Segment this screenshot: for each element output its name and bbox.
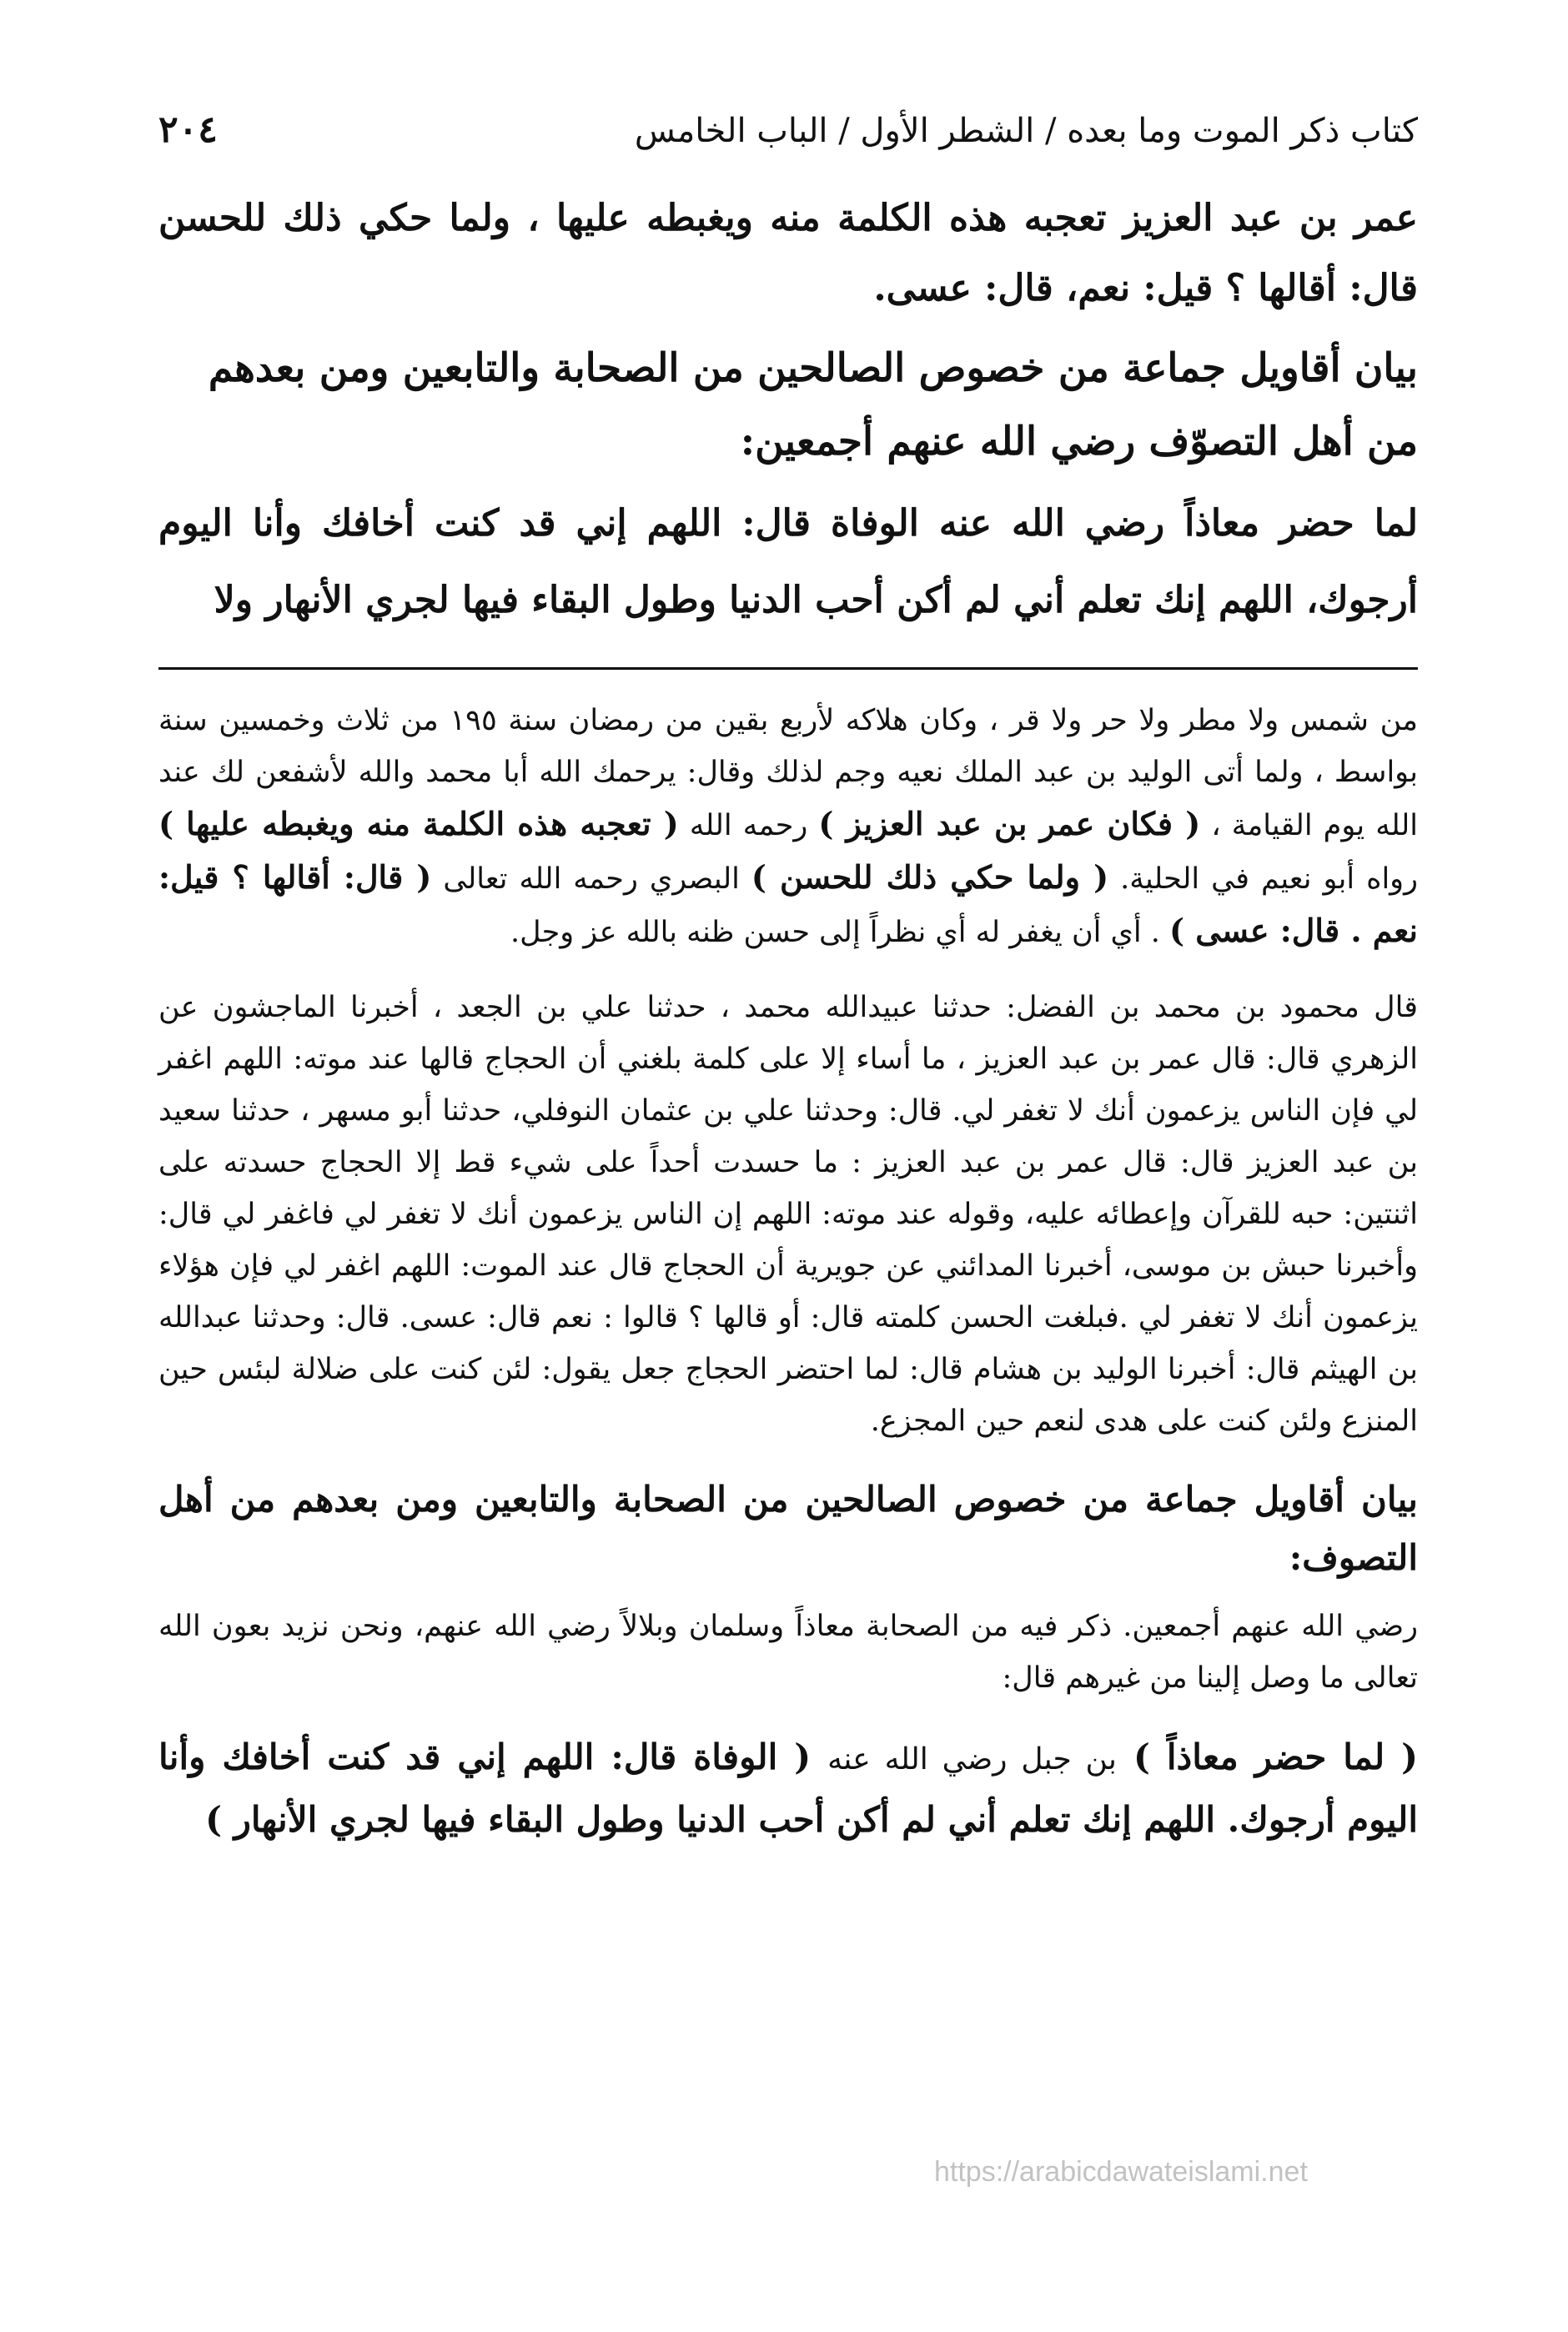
commentary-text: رواه أبو نعيم في الحلية.: [1120, 862, 1418, 896]
commentary-paragraph-1: [158, 695, 1418, 958]
section-heading: بيان أقاويل جماعة من خصوص الصالحين من الصحابة والتابعين ومن بعدهم من أهل التصوّف رضي الله عنهم أجمعين:: [208, 345, 1418, 465]
quoted-matn: ( فكان عمر بن عبد العزيز ): [818, 805, 1201, 842]
commentary-heading: بيان أقاويل جماعة من خصوص الصالحين من الصحابة والتابعين ومن بعدهم من أهل التصوف:: [158, 1479, 1418, 1578]
commentary-text: من شمس ولا مطر ولا حر ولا قر ، وكان هلاكه لأربع بقين من رمضان سنة ١٩٥ من ثلاث وخمسين سنة بواسط ، ولما أتى الوليد بن عبد الملك نعيه وجم لذلك وقال: يرحمك الله أبا محمد والله لأشفعن لك عند الله يوم القيامة ،: [158, 704, 1419, 842]
quoted-matn: ( قال: أقالها ؟ قيل: نعم . قال: عسى ): [158, 858, 1418, 949]
commentary-text: رحمه الله: [689, 809, 808, 842]
commentary-text: . أي أن يغفر له أي نظراً إلى حسن ظنه بالله عز وجل.: [510, 916, 1160, 949]
page-number: ٢٠٤: [158, 108, 218, 151]
book-page: [158, 108, 1418, 2294]
quoted-matn: ( ولما حكي ذلك للحسن ): [751, 858, 1109, 896]
footnote-divider: [158, 667, 1418, 670]
main-paragraph: لما حضر معاذاً رضي الله عنه الوفاة قال: اللهم إني قد كنت أخافك وأنا اليوم أرجوك، اللهم إنك تعلم أني لم أكن أحب الدنيا وطول البقاء فيها لجري الأنهار ولا: [158, 502, 1418, 621]
quoted-matn: ( الوفاة قال: اللهم إني قد كنت أخافك وأنا اليوم أرجوك. اللهم إنك تعلم أني لم أكن أحب الدنيا وطول البقاء فيها لجري الأنهار ): [158, 1736, 1418, 1840]
commentary-paragraph-4: [158, 1727, 1418, 1850]
commentary-paragraph-3: رضي الله عنهم أجمعين. ذكر فيه من الصحابة معاذاً وسلمان وبلالاً رضي الله عنهم، ونحن نزيد بعون الله تعالى ما وصل إلينا من غيرهم قال:: [158, 1610, 1418, 1695]
commentary-text: البصري رحمه الله تعالى: [443, 862, 740, 896]
commentary-paragraph-2: قال محمود بن محمد بن الفضل: حدثنا عبيدالله محمد ، حدثنا علي بن الجعد ، أخبرنا الماجشون عن الزهري قال: قال عمر بن عبد العزيز ، ما أساء إلا على كلمة بلغني أن الحجاج قالها عند موته: اللهم اغفر لي فإن الناس يزعمون أنك لا تغفر لي. قال: وحدثنا علي بن عثمان النوفلي، حدثنا أبو مسهر ، حدثنا سعيد بن عبد العزيز قال: قال عمر بن عبد العزيز : ما حسدت أحداً على شيء قط إلا الحجاج حسدته على اثنتين: حبه للقرآن وإعطائه عليه، وقوله عند موته: اللهم إن الناس يزعمون أنك لا تغفر لي فاغفر لي قال: وأخبرنا حبش بن موسى، أخبرنا المدائني عن جويرية أن الحجاج قال عند الموت: اللهم اغفر لي فإن هؤلاء يزعمون أنك لا تغفر لي .فبلغت الحسن كلمته قال: أو قالها ؟ قالوا : نعم قال: عسى. قال: وحدثنا عبدالله بن الهيثم قال: أخبرنا الوليد بن هشام قال: لما احتضر الحجاج جعل يقول: لئن كنت على ضلالة لبئس حين المنزع ولئن كنت على هدى لنعم حين المجزع.: [158, 991, 1419, 1438]
running-title: كتاب ذكر الموت وما بعده / الشطر الأول / الباب الخامس: [634, 112, 1418, 150]
running-header: [158, 108, 1418, 183]
quoted-matn: ( تعجبه هذه الكلمة منه ويغبطه عليها ): [158, 805, 679, 842]
commentary-text: بن جبل رضي الله عنه: [827, 1742, 1117, 1777]
main-text: [158, 183, 1418, 639]
commentary: [158, 695, 1418, 1850]
watermark-url: https://arabicdawateislami.net: [934, 2156, 1308, 2188]
quoted-matn: ( لما حضر معاذاً ): [1133, 1736, 1419, 1777]
main-paragraph-continued: عمر بن عبد العزيز تعجبه هذه الكلمة منه ويغبطه عليها ، ولما حكي ذلك للحسن قال: أقالها ؟ قيل: نعم، قال: عسى.: [158, 197, 1418, 309]
